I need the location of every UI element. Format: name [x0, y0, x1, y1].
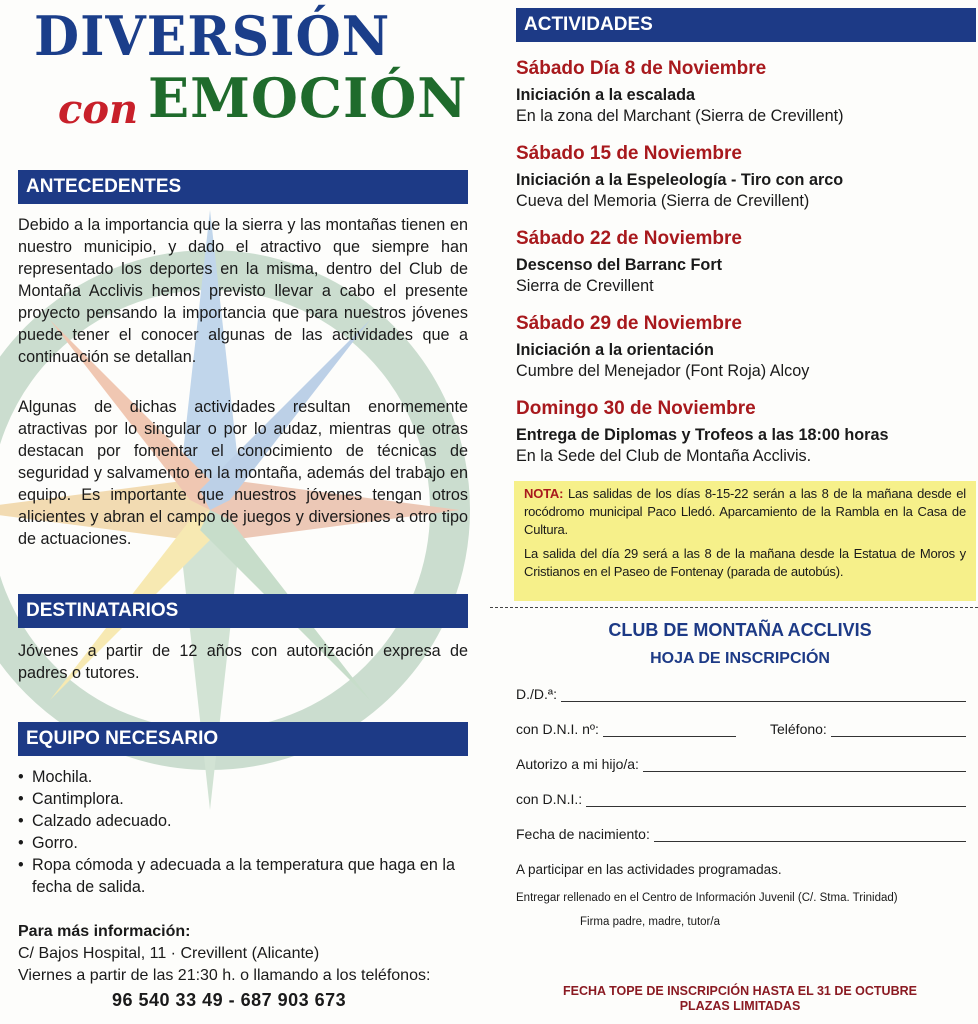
child-dni-line[interactable]: [586, 792, 966, 807]
cut-line: [490, 607, 978, 608]
note-text-1: Las salidas de los días 8-15-22 serán a las 8 de la mañana desde el rocódromo municipal Paco Lledó. Aparcamiento de la Rambla en la Casa de Cultura.: [524, 486, 966, 537]
birth-date-field[interactable]: [516, 826, 966, 842]
club-name: CLUB DE MONTAÑA ACCLIVIS: [608, 620, 872, 640]
name-label: D./D.ª:: [516, 686, 557, 702]
activity-date: Sábado 29 de Noviembre: [516, 313, 742, 334]
dni-field[interactable]: [516, 721, 736, 737]
signature-label: Firma padre, madre, tutor/a: [580, 916, 720, 928]
participate-text: A participar en las actividades programadas.: [516, 862, 782, 877]
activity-item: [516, 228, 976, 296]
child-dni-field[interactable]: [516, 791, 966, 807]
phone-field[interactable]: [770, 721, 966, 737]
antecedentes-paragraph-2: Algunas de dichas actividades resultan enormemente atractivas por lo singular o por lo audaz, mientras que otras destacan por fomentar el conocimiento de técnicas de seguridad y salvamento en la montaña, además del trabajo en equipo. Es importante que nuestros jóvenes tengan otros alicientes y abran el campo de juegos y diversiones a otro tipo de actuaciones.: [18, 398, 468, 548]
info-heading: Para más información:: [18, 923, 191, 940]
destinatarios-text: Jóvenes a partir de 12 años con autorización expresa de padres o tutores.: [18, 642, 468, 682]
antecedentes-heading: ANTECEDENTES: [18, 170, 468, 204]
list-item: • Calzado adecuado.: [18, 810, 468, 832]
activity-item: [516, 398, 976, 466]
activity-name: Descenso del Barranc Fort: [516, 256, 723, 274]
activity-place: Cumbre del Menejador (Font Roja) Alcoy: [516, 362, 810, 380]
title-connector: con: [58, 86, 139, 133]
info-phones: 96 540 33 49 - 687 903 673: [112, 990, 347, 1010]
equipo-heading: EQUIPO NECESARIO: [18, 722, 468, 756]
deliver-text: Entregar rellenado en el Centro de Información Juvenil (C/. Stma. Trinidad): [516, 892, 898, 904]
activity-name: Iniciación a la escalada: [516, 86, 696, 104]
left-column: [0, 0, 480, 1024]
activity-name: Entrega de Diplomas y Trofeos a las 18:00 horas: [516, 426, 889, 444]
note-label: NOTA:: [524, 486, 564, 501]
deadline-notice: [530, 984, 950, 1014]
activity-place: Cueva del Memoria (Sierra de Crevillent): [516, 192, 810, 210]
note-paragraph-2: La salida del día 29 será a las 8 de la mañana desde la Estatua de Moros y Cristianos en el Paseo de Fontenay (parada de autobús).: [524, 546, 966, 579]
actividades-heading: ACTIVIDADES: [516, 8, 976, 42]
birth-date-label: Fecha de nacimiento:: [516, 826, 650, 842]
activity-item: [516, 58, 976, 126]
dni-line[interactable]: [603, 722, 736, 737]
title-line-1: DIVERSIÓN: [34, 4, 391, 69]
activity-place: Sierra de Crevillent: [516, 277, 654, 295]
antecedentes-paragraph-1: Debido a la importancia que la sierra y las montañas tienen en nuestro municipio, y dado el atractivo que siempre han representado los deportes en la misma, dentro del Club de Montaña Acclivis hemos previsto llevar a cabo el presente proyecto pensando la importancia que para nuestros jóvenes puede tener el conocer algunas de las actividades que a continuación se detallan.: [18, 216, 468, 366]
name-field[interactable]: [516, 686, 966, 702]
activity-place: En la zona del Marchant (Sierra de Crevillent): [516, 107, 844, 125]
right-column: [490, 0, 978, 1024]
phone-line[interactable]: [831, 722, 966, 737]
activity-item: [516, 313, 976, 381]
equipo-list: [18, 766, 468, 898]
list-item: • Mochila.: [18, 766, 468, 788]
dni-label: con D.N.I. nº:: [516, 721, 599, 737]
activity-name: Iniciación a la Espeleología - Tiro con arco: [516, 171, 844, 189]
authorize-line[interactable]: [643, 757, 966, 772]
activity-date: Sábado 15 de Noviembre: [516, 143, 742, 164]
note-paragraph-1: [524, 485, 966, 539]
activity-name: Iniciación a la orientación: [516, 341, 714, 359]
list-item: • Ropa cómoda y adecuada a la temperatura que haga en la fecha de salida.: [18, 854, 468, 898]
deadline-line-2: PLAZAS LIMITADAS: [679, 999, 801, 1013]
activity-date: Sábado 22 de Noviembre: [516, 228, 742, 249]
activity-place: En la Sede del Club de Montaña Acclivis.: [516, 447, 812, 465]
form-title: HOJA DE INSCRIPCIÓN: [650, 650, 830, 667]
activity-item: [516, 143, 976, 211]
activity-date: Domingo 30 de Noviembre: [516, 398, 756, 419]
title-line-2: EMOCIÓN: [148, 66, 468, 130]
child-dni-label: con D.N.I.:: [516, 791, 583, 807]
authorize-label: Autorizo a mi hijo/a:: [516, 756, 639, 772]
list-item: • Cantimplora.: [18, 788, 468, 810]
destinatarios-heading: DESTINATARIOS: [18, 594, 468, 628]
note-box: [514, 481, 976, 601]
info-hours: Viernes a partir de las 21:30 h. o llamando a los teléfonos:: [18, 967, 431, 984]
phone-label: Teléfono:: [770, 721, 827, 737]
info-address: C/ Bajos Hospital, 11 · Crevillent (Alicante): [18, 945, 320, 962]
birth-date-line[interactable]: [654, 827, 966, 842]
authorize-field[interactable]: [516, 756, 966, 772]
deadline-line-1: FECHA TOPE DE INSCRIPCIÓN HASTA EL 31 DE OCTUBRE: [563, 984, 917, 998]
name-line[interactable]: [561, 687, 966, 702]
list-item: • Gorro.: [18, 832, 468, 854]
activity-date: Sábado Día 8 de Noviembre: [516, 58, 767, 79]
